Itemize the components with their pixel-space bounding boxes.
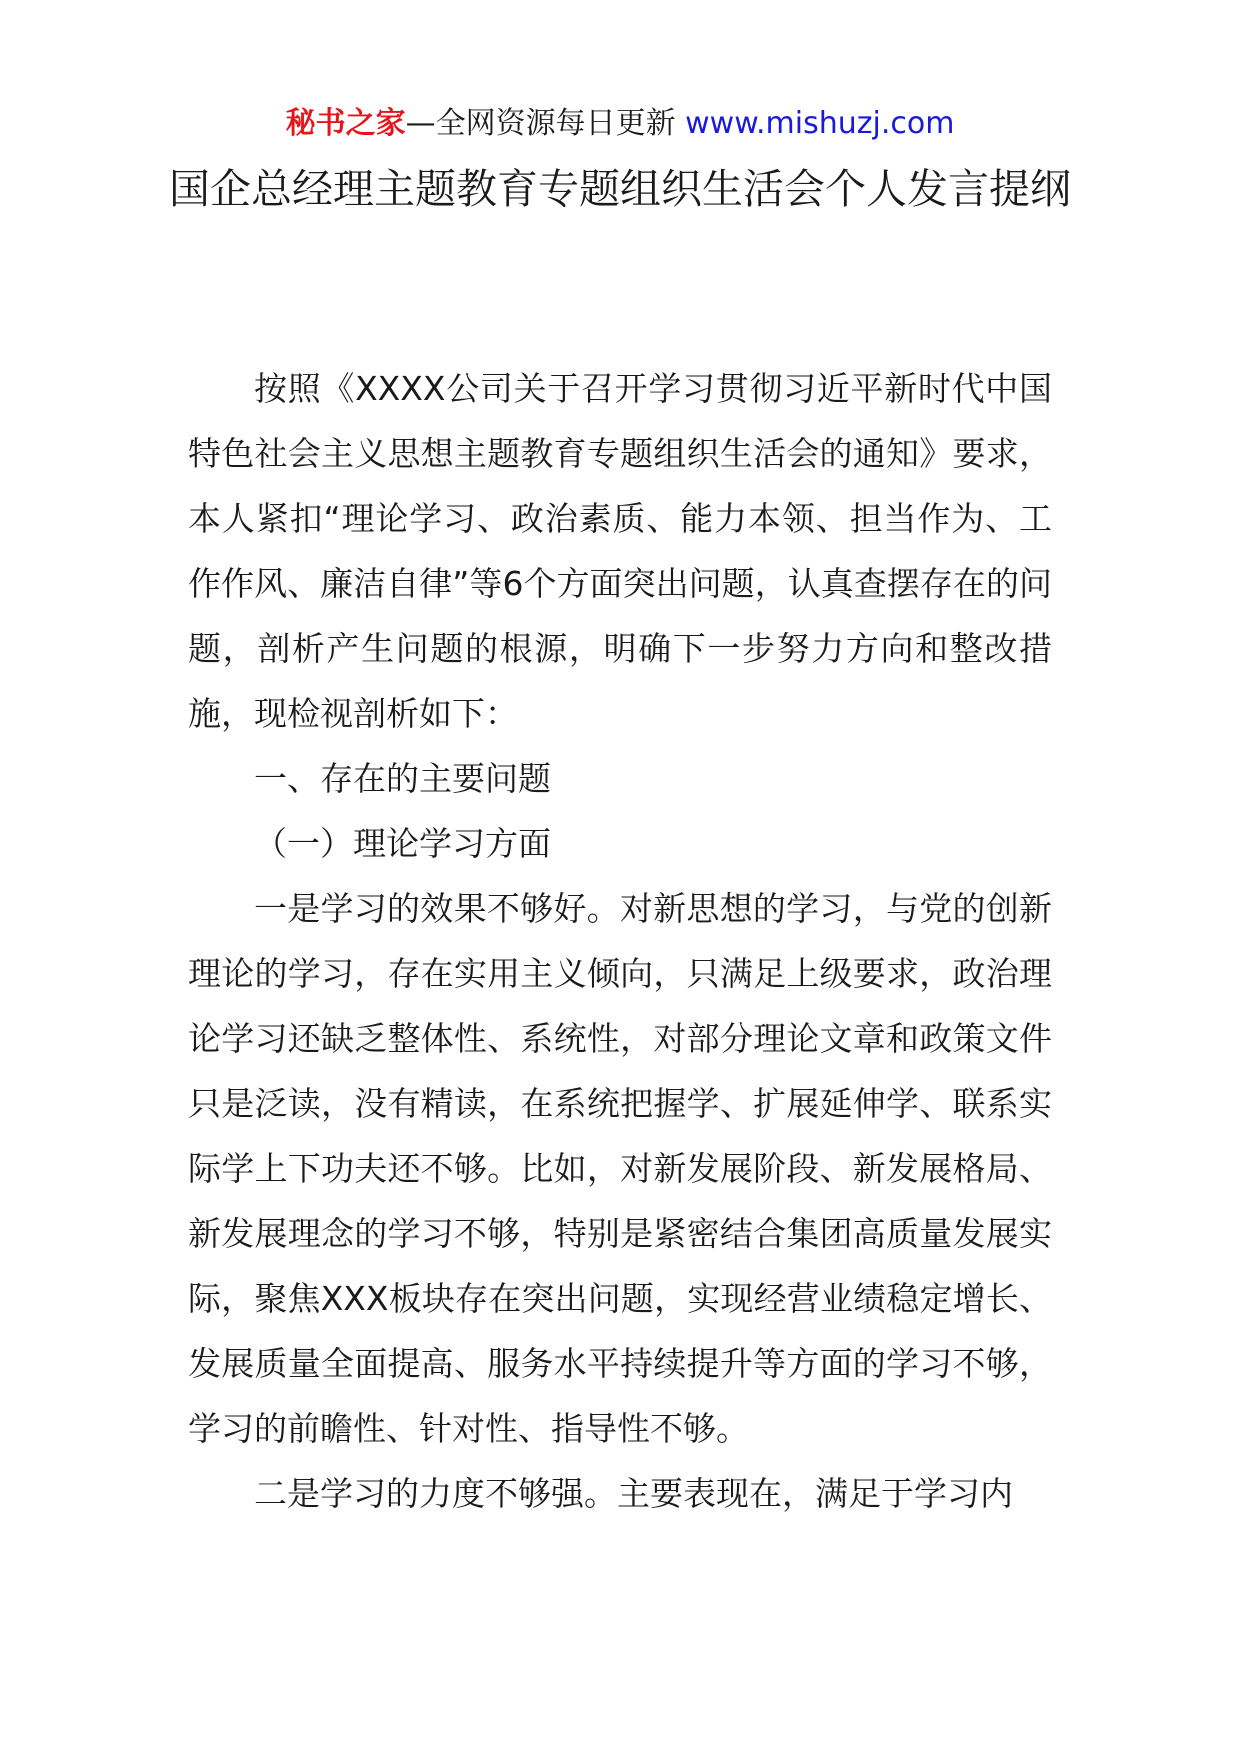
section-heading: 一、存在的主要问题 [254, 759, 551, 798]
subsection-heading: （一）理论学习方面 [254, 824, 551, 863]
body-paragraph: 二是学习的力度不够强。主要表现在，满足于学习内 [254, 1474, 1013, 1513]
brand-name: 秘书之家 [285, 106, 406, 141]
site-header [0, 104, 1240, 144]
document-title: 国企总经理主题教育专题组织生活会个人发言提纲 [169, 165, 1071, 213]
document-body [188, 356, 1052, 1526]
header-slogan: —全网资源每日更新 [405, 106, 676, 141]
site-url-link[interactable]: www.mishuzj.com [685, 106, 955, 141]
intro-paragraph: 按照《XXXX公司关于召开学习贯彻习近平新时代中国特色社会主义思想主题教育专题组织生活会的通知》要求，本人紧扣“理论学习、政治素质、能力本领、担当作为、工作作风、廉洁自律”等6个方面突出问题，认真查摆存在的问题，剖析产生问题的根源，明确下一步努力方向和整改措施，现检视剖析如下： [188, 369, 1052, 733]
body-paragraph: 一是学习的效果不够好。对新思想的学习，与党的创新理论的学习，存在实用主义倾向，只满足上级要求，政治理论学习还缺乏整体性、系统性，对部分理论文章和政策文件只是泛读，没有精读，在系统把握学、扩展延伸学、联系实际学上下功夫还不够。比如，对新发展阶段、新发展格局、新发展理念的学习不够，特别是紧密结合集团高质量发展实际，聚焦XXX板块存在突出问题，实现经营业绩稳定增长、发展质量全面提高、服务水平持续提升等方面的学习不够，学习的前瞻性、针对性、指导性不够。 [188, 889, 1052, 1448]
